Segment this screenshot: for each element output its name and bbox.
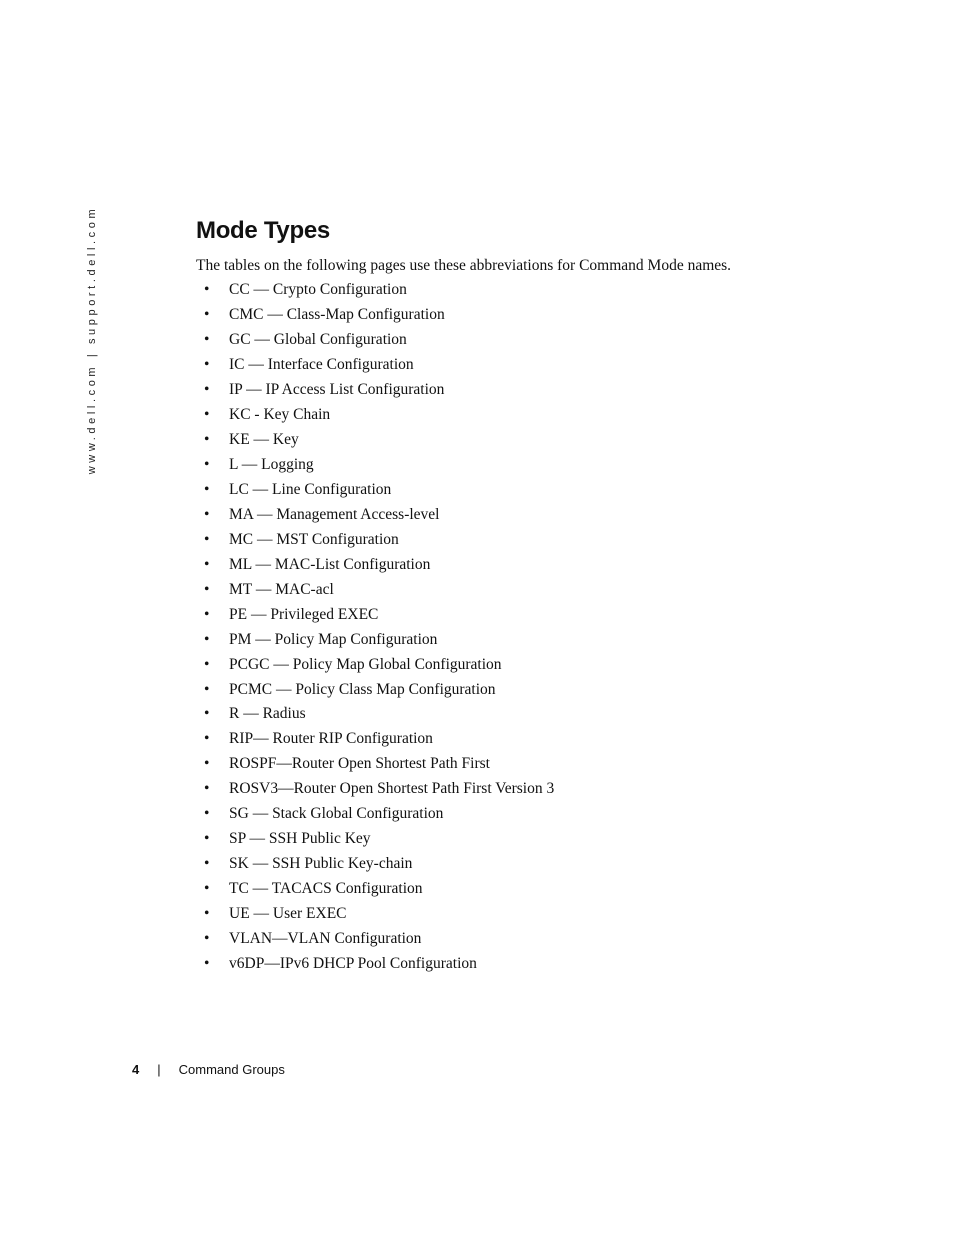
main-content <box>196 214 896 977</box>
bullet-icon: • <box>204 730 210 748</box>
list-item <box>196 578 896 603</box>
list-item <box>196 528 896 553</box>
bullet-icon: • <box>204 555 210 573</box>
mode-label: MT — MAC-acl <box>229 580 334 598</box>
list-item <box>196 503 896 528</box>
mode-label: PCGC — Policy Map Global Configuration <box>229 655 502 673</box>
list-item <box>196 453 896 478</box>
bullet-icon: • <box>204 755 210 773</box>
bullet-icon: • <box>204 905 210 923</box>
list-item <box>196 777 896 802</box>
list-item <box>196 827 896 852</box>
list-item <box>196 752 896 777</box>
bullet-icon: • <box>204 305 210 323</box>
intro-paragraph: The tables on the following pages use these abbreviations for Command Mode names. <box>196 257 732 274</box>
list-item <box>196 927 896 952</box>
mode-label: ROSV3—Router Open Shortest Path First Version 3 <box>229 780 555 798</box>
mode-label: SP — SSH Public Key <box>229 830 371 848</box>
mode-label: TC — TACACS Configuration <box>229 880 423 898</box>
footer-separator: | <box>157 1062 161 1077</box>
bullet-icon: • <box>204 405 210 423</box>
mode-label: RIP— Router RIP Configuration <box>229 730 433 748</box>
bullet-icon: • <box>204 480 210 498</box>
list-item <box>196 628 896 653</box>
mode-label: MC — MST Configuration <box>229 530 399 548</box>
bullet-icon: • <box>204 830 210 848</box>
list-item <box>196 553 896 578</box>
page-number: 4 <box>132 1062 140 1077</box>
bullet-icon: • <box>204 880 210 898</box>
list-item <box>196 403 896 428</box>
mode-label: v6DP—IPv6 DHCP Pool Configuration <box>229 955 477 973</box>
mode-label: IC — Interface Configuration <box>229 355 414 373</box>
list-item <box>196 328 896 353</box>
mode-label: CC — Crypto Configuration <box>229 281 407 298</box>
bullet-icon: • <box>204 580 210 598</box>
bullet-icon: • <box>204 955 210 973</box>
mode-label: SK — SSH Public Key-chain <box>229 855 413 873</box>
mode-label: UE — User EXEC <box>229 905 347 923</box>
list-item <box>196 303 896 328</box>
bullet-icon: • <box>204 505 210 523</box>
mode-label: LC — Line Configuration <box>229 480 392 498</box>
list-item <box>196 378 896 403</box>
bullet-icon: • <box>204 355 210 373</box>
mode-label: ROSPF—Router Open Shortest Path First <box>229 755 490 773</box>
footer-section-title: Command Groups <box>178 1062 285 1077</box>
bullet-icon: • <box>204 780 210 798</box>
bullet-icon: • <box>204 855 210 873</box>
bullet-icon: • <box>204 605 210 623</box>
bullet-icon: • <box>204 281 210 298</box>
mode-label: GC — Global Configuration <box>229 330 407 348</box>
mode-label: R — Radius <box>229 705 306 723</box>
mode-label: SG — Stack Global Configuration <box>229 805 444 823</box>
list-item <box>196 278 896 303</box>
list-item <box>196 428 896 453</box>
mode-label: L — Logging <box>229 455 314 473</box>
bullet-icon: • <box>204 380 210 398</box>
list-item <box>196 603 896 628</box>
mode-label: VLAN—VLAN Configuration <box>229 930 422 948</box>
bullet-icon: • <box>204 805 210 823</box>
list-item <box>196 702 896 727</box>
list-item <box>196 678 896 703</box>
mode-label: PM — Policy Map Configuration <box>229 630 438 648</box>
page-title: Mode Types <box>196 217 330 244</box>
list-item <box>196 877 896 902</box>
mode-label: ML — MAC-List Configuration <box>229 555 431 573</box>
mode-label: KC - Key Chain <box>229 405 331 423</box>
mode-label: KE — Key <box>229 430 299 448</box>
bullet-icon: • <box>204 630 210 648</box>
list-item <box>196 478 896 503</box>
mode-label: PE — Privileged EXEC <box>229 605 379 623</box>
mode-label: PCMC — Policy Class Map Configuration <box>229 680 496 698</box>
bullet-icon: • <box>204 530 210 548</box>
mode-list <box>196 278 896 977</box>
list-item <box>196 653 896 678</box>
list-item <box>196 802 896 827</box>
list-item <box>196 852 896 877</box>
bullet-icon: • <box>204 430 210 448</box>
bullet-icon: • <box>204 655 210 673</box>
bullet-icon: • <box>204 930 210 948</box>
bullet-icon: • <box>204 330 210 348</box>
mode-label: IP — IP Access List Configuration <box>229 380 445 398</box>
page-footer <box>132 1061 285 1079</box>
mode-label: MA — Management Access-level <box>229 505 440 523</box>
list-item <box>196 952 896 977</box>
list-item <box>196 353 896 378</box>
bullet-icon: • <box>204 705 210 723</box>
list-item <box>196 727 896 752</box>
list-item <box>196 902 896 927</box>
bullet-icon: • <box>204 680 210 698</box>
bullet-icon: • <box>204 455 210 473</box>
side-url: www.dell.com | support.dell.com <box>86 205 98 475</box>
mode-label: CMC — Class-Map Configuration <box>229 305 445 323</box>
